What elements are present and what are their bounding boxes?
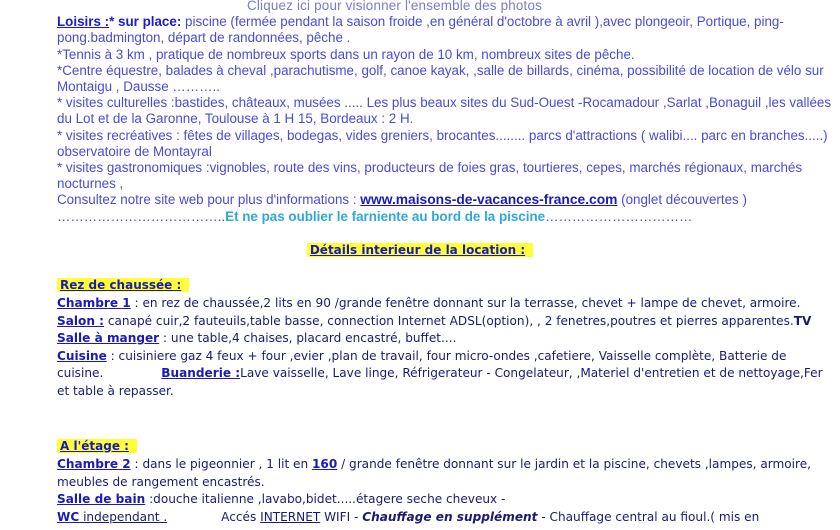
- sdb-text: :douche italienne ,lavabo,bidet.....étagere seche cheveux -: [145, 492, 506, 507]
- wc-text: independant .: [79, 509, 168, 524]
- trailing-dots: ……………………………: [545, 208, 693, 224]
- etage-section: [57, 456, 832, 526]
- chauffage-label: Chauffage en supplément: [362, 509, 538, 524]
- salle-label: Salle à manger: [57, 331, 160, 346]
- salon-text: canapé cuir,2 fauteuils,table basse, connection Internet ADSL(option), , 2 fenetres,poutres et pierres apparentes.: [103, 313, 794, 328]
- sdb-label: Salle de bain: [57, 492, 146, 507]
- chambre1-text: : en rez de chaussée,2 lits en 90 /grande fenêtre donnant sur la terrasse, chevet + lampe de chevet, armoire.: [130, 296, 801, 310]
- chambre2-160: 160: [312, 457, 338, 471]
- photo-link-cutoff[interactable]: Cliquez ici pour visionner l'ensemble des photos: [247, 0, 543, 13]
- leading-dots: ………………………………..: [57, 208, 226, 224]
- cuisine-text: : cuisiniere gaz 4 feux + four ,evier ,plan de travail, four micro-ondes ,cafetiere, Vaisselle complète, Batterie de cuisine.: [57, 348, 787, 381]
- chauffage-text: - Chauffage central au fioul.( mis en: [537, 509, 760, 524]
- chambre2-label: Chambre 2: [57, 457, 131, 471]
- acces-text: Accés: [221, 509, 261, 524]
- chambre2-paragraph: [57, 456, 832, 491]
- chambre1-line: [57, 295, 832, 313]
- gastronomiques-paragraph: * visites gastronomiques :vignobles, route des vins, producteurs de foies gras, tourtieres, cepes, marchés régionaux, marchés nocturnes ,: [57, 160, 803, 192]
- sur-place-label: * sur place:: [109, 14, 182, 30]
- sdb-line: [57, 491, 832, 509]
- wc-line: [57, 509, 832, 527]
- salon-tv: TV: [793, 313, 812, 328]
- wifi-text: WIFI -: [320, 509, 363, 524]
- cuisine-label: Cuisine: [57, 348, 107, 363]
- salon-label: Salon :: [57, 313, 104, 328]
- consult-text: Consultez notre site web pour plus d'informations :: [57, 192, 361, 208]
- buanderie-text: Lave vaisselle, Lave linge, Réfrigerateur - Congelateur, ,Materiel d'entretien et de nettoyage,Fer et table à repasser.: [57, 366, 823, 398]
- details-heading: Détails interieur de la location :: [0, 243, 840, 257]
- farniente-text: Et ne pas oublier le farniente au bord de la piscine: [225, 208, 546, 224]
- salle-text: : une table,4 chaises, placard encastré, buffet....: [159, 331, 457, 346]
- loisirs-label: Loisirs :: [57, 14, 110, 30]
- farniente-line: [57, 209, 832, 225]
- rez-section: [57, 295, 832, 401]
- loisirs-paragraph: [57, 14, 832, 46]
- activities-section: [57, 0, 832, 225]
- recreatives-paragraph: * visites recréatives : fêtes de villages, bodegas, vides greniers, brocantes........ parcs d'attractions ( walibi.... parc en branches.....) observatoire de Montayral: [57, 127, 828, 159]
- chambre1-label: Chambre 1: [57, 296, 131, 310]
- salle-line: [57, 330, 832, 348]
- website-link[interactable]: www.maisons-de-vacances-france.com: [360, 192, 618, 208]
- salon-paragraph: [57, 313, 832, 331]
- centre-paragraph: *Centre équestre, balades à cheval ,parachutisme, golf, canoe kayak, ,salle de billards, cinéma, possibilité de location de vélo sur Montaigu , Dausse ………..: [57, 62, 824, 95]
- etage-heading: A l'étage :: [57, 439, 137, 453]
- wc-label: WC: [57, 509, 80, 524]
- chambre2-text1: : dans le pigeonnier , 1 lit en: [130, 457, 312, 471]
- cuisine-paragraph: [57, 348, 832, 401]
- tennis-line: *Tennis à 3 km , pratique de nombreux sports dans un rayon de 10 km, nombreux sites de pêche.: [57, 46, 635, 62]
- culturelles-paragraph: * visites culturelles :bastides, châteaux, musées ..... Les plus beaux sites du Sud-Ouest -Rocamadour ,Sarlat ,Bonaguil ,les vallées du Lot et de la Garonne, Toulouse à 1 H 15, Bordeaux : 2 H.: [57, 95, 832, 127]
- loisirs-text: piscine (fermée pendant la saison froide ,en général d'octobre à avril ),avec plongeoir, Portique, ping-pong.badmington, départ de randonnées, pêche .: [57, 14, 784, 46]
- chambre2-text2: / grande fenêtre donnant sur le jardin et la piscine, chevets ,lampes, armoire, meubles de rangement encastrés.: [57, 457, 812, 489]
- internet-text: INTERNET: [260, 509, 321, 524]
- consult-line: [57, 192, 832, 208]
- rez-heading: Rez de chaussée :: [57, 278, 189, 292]
- onglet-text: (onglet découvertes ): [617, 192, 747, 208]
- buanderie-label: Buanderie :: [161, 366, 241, 381]
